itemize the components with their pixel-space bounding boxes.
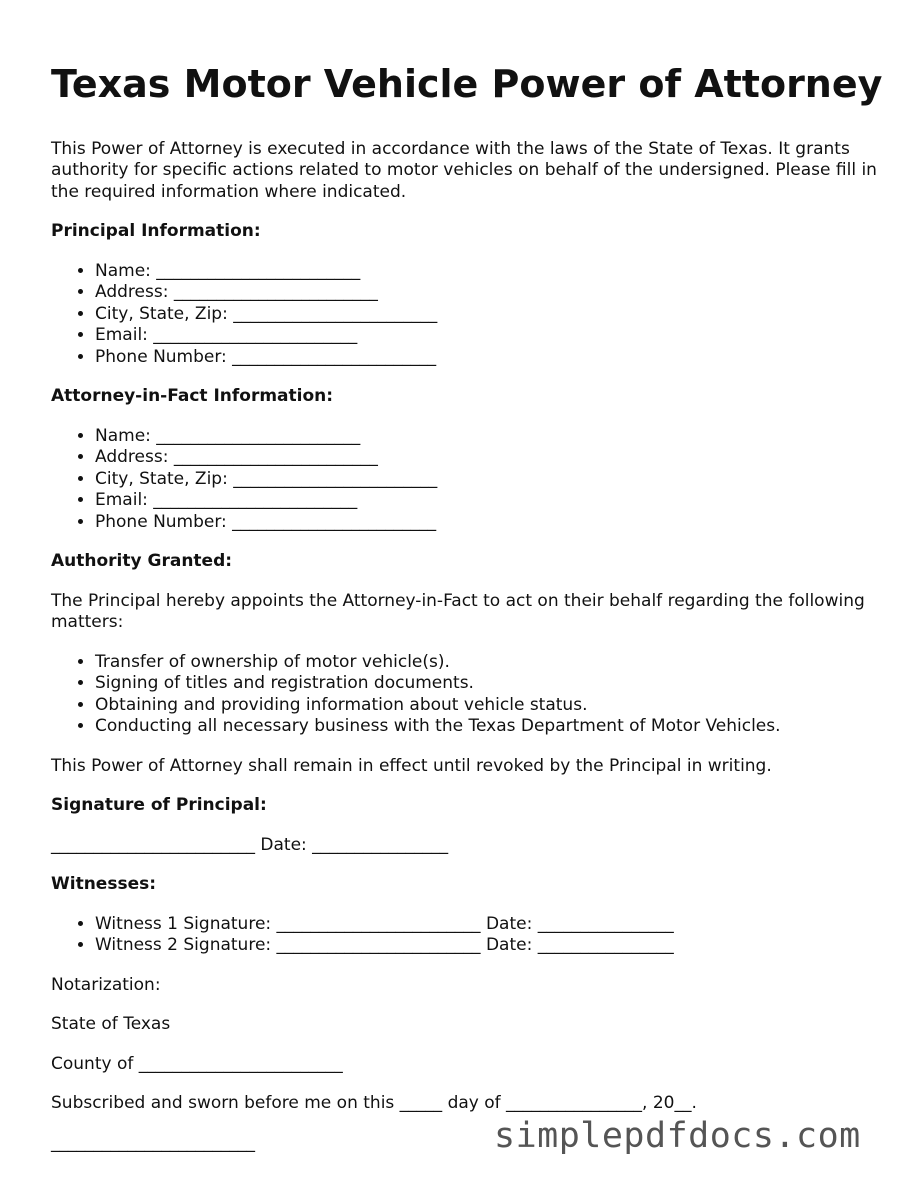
- notarization-label: Notarization:: [51, 974, 161, 995]
- witness-1-line: • Witness 1 Signature: ________________________ Date: ________________: [95, 914, 881, 936]
- principal-name-field: • Name: ________________________: [95, 261, 881, 283]
- attorney-phone-field: • Phone Number: ________________________: [95, 512, 881, 534]
- watermark: simplepdfdocs.com: [494, 1116, 861, 1156]
- authority-item: • Transfer of ownership of motor vehicle(s).: [95, 652, 881, 674]
- document-page: [51, 62, 881, 1172]
- witness-2-line: • Witness 2 Signature: ________________________ Date: ________________: [95, 935, 881, 957]
- attorney-city-field: • City, State, Zip: ________________________: [95, 469, 881, 491]
- attorney-name-field: • Name: ________________________: [95, 426, 881, 448]
- principal-address-field: • Address: ________________________: [95, 282, 881, 304]
- principal-heading: Principal Information:: [51, 221, 261, 242]
- attorney-address-field: • Address: ________________________: [95, 447, 881, 469]
- principal-signature-line: ________________________ Date: ________________: [51, 834, 449, 855]
- notary-sworn-statement: Subscribed and sworn before me on this _____ day of ________________, 20__.: [51, 1093, 697, 1114]
- principal-phone-field: • Phone Number: ________________________: [95, 347, 881, 369]
- authority-item: • Conducting all necessary business with the Texas Department of Motor Vehicles.: [95, 716, 881, 738]
- effect-statement: This Power of Attorney shall remain in effect until revoked by the Principal in writing.: [51, 755, 772, 776]
- notary-signature-line: ________________________: [51, 1132, 255, 1153]
- witnesses-heading: Witnesses:: [51, 874, 157, 895]
- attorney-heading: Attorney-in-Fact Information:: [51, 386, 334, 407]
- page-title: Texas Motor Vehicle Power of Attorney: [51, 62, 883, 106]
- notary-county: County of ________________________: [51, 1053, 343, 1074]
- witnesses-list: [51, 914, 881, 957]
- attorney-email-field: • Email: ________________________: [95, 490, 881, 512]
- signature-heading: Signature of Principal:: [51, 795, 267, 816]
- notary-state: State of Texas: [51, 1014, 171, 1035]
- attorney-list: [51, 426, 881, 534]
- authority-item: • Obtaining and providing information about vehicle status.: [95, 695, 881, 717]
- principal-email-field: • Email: ________________________: [95, 325, 881, 347]
- principal-list: [51, 261, 881, 369]
- authority-text: The Principal hereby appoints the Attorney-in-Fact to act on their behalf regarding the following matters:: [51, 590, 865, 633]
- authority-item: • Signing of titles and registration documents.: [95, 673, 881, 695]
- principal-city-field: • City, State, Zip: ________________________: [95, 304, 881, 326]
- authority-list: [51, 652, 881, 738]
- intro-paragraph: This Power of Attorney is executed in accordance with the laws of the State of Texas. It grants authority for specific actions related to motor vehicles on behalf of the undersigned. Please fill in the required information where indicated.: [51, 138, 877, 202]
- authority-heading: Authority Granted:: [51, 551, 233, 572]
